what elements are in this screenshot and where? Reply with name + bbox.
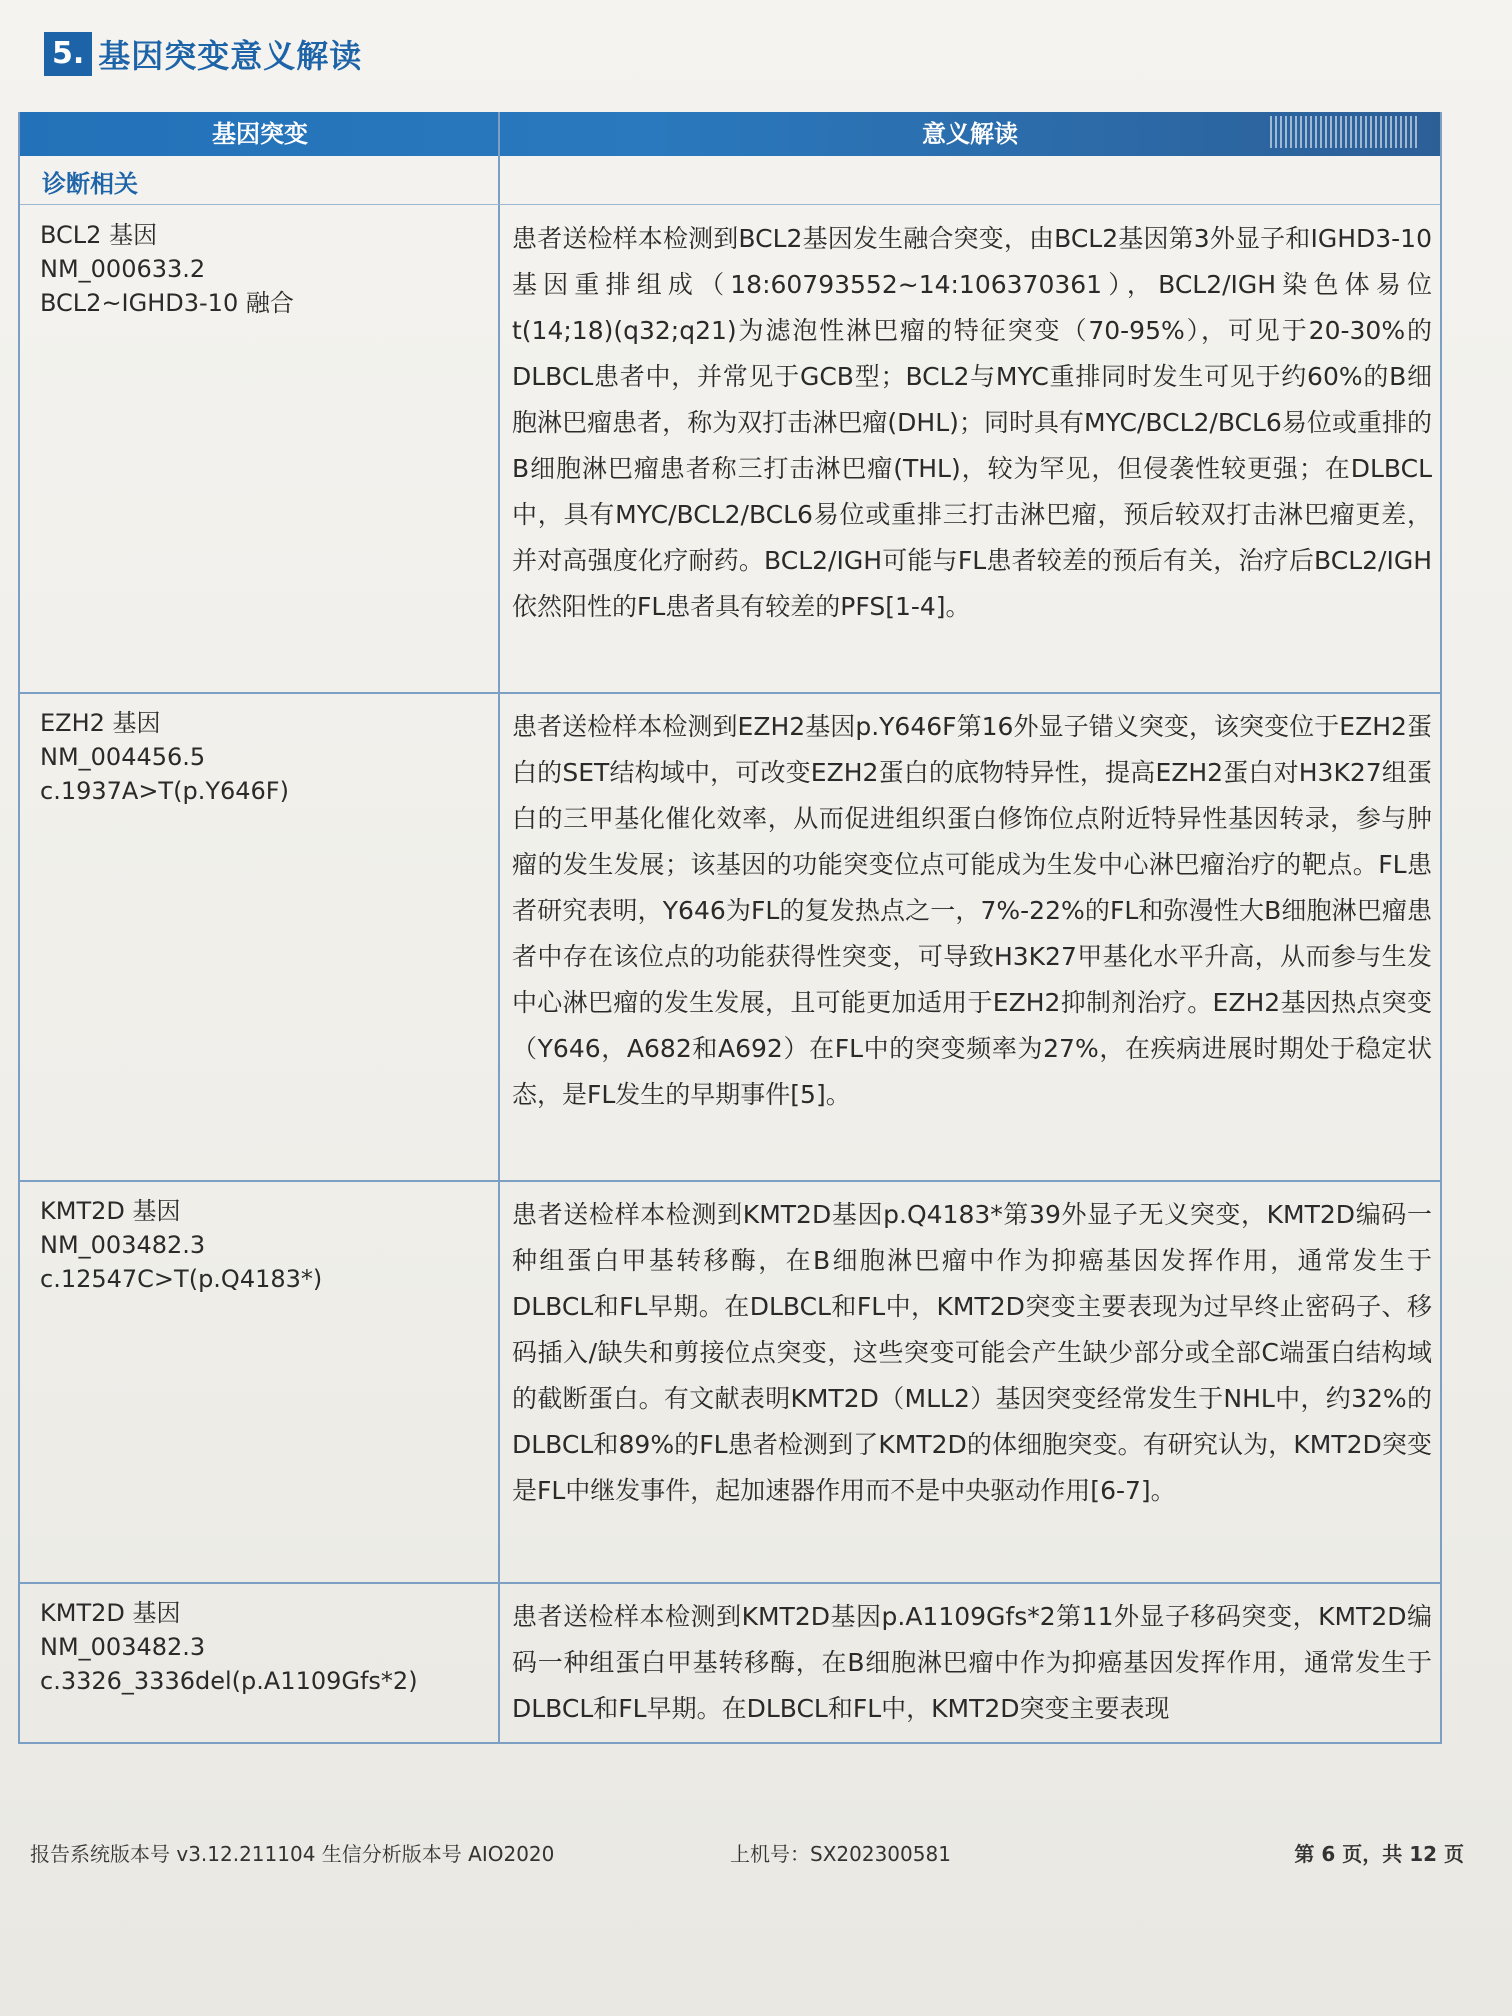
table-row	[20, 1180, 1440, 1584]
gene-transcript: NM_000633.2	[40, 255, 206, 283]
gene-name: KMT2D 基因	[40, 1599, 181, 1627]
gene-cell	[40, 218, 480, 320]
gene-cell	[40, 1194, 480, 1296]
section-heading	[44, 30, 362, 78]
category-row	[20, 156, 1440, 205]
gene-cell	[40, 1596, 480, 1698]
table-row	[20, 1582, 1440, 1742]
header-gene: 基因突变	[212, 120, 308, 148]
gene-transcript: NM_003482.3	[40, 1633, 206, 1661]
table-header	[20, 112, 1440, 156]
meaning-cell: 患者送检样本检测到KMT2D基因p.A1109Gfs*2第11外显子移码突变，KMT2D编码一种组蛋白甲基转移酶，在B细胞淋巴瘤中作为抑癌基因发挥作用，通常发生于DLBCL和FL早期。在DLBCL和FL中，KMT2D突变主要表现	[512, 1602, 1432, 1723]
table-row	[20, 204, 1440, 694]
gene-transcript: NM_004456.5	[40, 743, 206, 771]
gene-name: EZH2 基因	[40, 709, 161, 737]
meaning-cell: 患者送检样本检测到BCL2基因发生融合突变，由BCL2基因第3外显子和IGHD3-10基因重排组成（18:60793552~14:106370361），BCL2/IGH染色体易位t(14;18)(q32;q21)为滤泡性淋巴瘤的特征突变（70-95%），可见于20-30%的DLBCL患者中，并常见于GCB型；BCL2与MYC重排同时发生可见于约60%的B细胞淋巴瘤患者，称为双打击淋巴瘤(DHL)；同时具有MYC/BCL2/BCL6易位或重排的B细胞淋巴瘤患者称三打击淋巴瘤(THL)，较为罕见，但侵袭性较更强；在DLBCL中，具有MYC/BCL2/BCL6易位或重排三打击淋巴瘤，预后较双打击淋巴瘤更差，并对高强度化疗耐药。BCL2/IGH可能与FL患者较差的预后有关，治疗后BCL2/IGH依然阳性的FL患者具有较差的PFS[1-4]。	[512, 224, 1432, 621]
table-row	[20, 692, 1440, 1182]
category-label: 诊断相关	[42, 170, 138, 198]
gene-transcript: NM_003482.3	[40, 1231, 206, 1259]
gene-name: KMT2D 基因	[40, 1197, 181, 1225]
header-meaning: 意义解读	[922, 120, 1018, 148]
section-number: 5.	[44, 32, 92, 76]
gene-variant: c.1937A>T(p.Y646F)	[40, 777, 289, 805]
gene-name: BCL2 基因	[40, 221, 158, 249]
footer-versions: 报告系统版本号 v3.12.211104 生信分析版本号 AIO2020	[30, 1842, 555, 1866]
meaning-cell: 患者送检样本检测到KMT2D基因p.Q4183*第39外显子无义突变，KMT2D编码一种组蛋白甲基转移酶，在B细胞淋巴瘤中作为抑癌基因发挥作用，通常发生于DLBCL和FL早期。在DLBCL和FL中，KMT2D突变主要表现为过早终止密码子、移码插入/缺失和剪接位点突变，这些突变可能会产生缺少部分或全部C端蛋白结构域的截断蛋白。有文献表明KMT2D（MLL2）基因突变经常发生于NHL中，约32%的DLBCL和89%的FL患者检测到了KMT2D的体细胞突变。有研究认为，KMT2D突变是FL中继发事件，起加速器作用而不是中央驱动作用[6-7]。	[512, 1200, 1432, 1505]
header-decoration	[1270, 116, 1420, 148]
footer-page-number: 第 6 页，共 12 页	[1294, 1842, 1464, 1866]
gene-cell	[40, 706, 480, 808]
mutation-table	[18, 112, 1442, 1744]
meaning-cell: 患者送检样本检测到EZH2基因p.Y646F第16外显子错义突变，该突变位于EZH2蛋白的SET结构域中，可改变EZH2蛋白的底物特异性，提高EZH2蛋白对H3K27组蛋白的三甲基化催化效率，从而促进组织蛋白修饰位点附近特异性基因转录，参与肿瘤的发生发展；该基因的功能突变位点可能成为生发中心淋巴瘤治疗的靶点。FL患者研究表明，Y646为FL的复发热点之一，7%-22%的FL和弥漫性大B细胞淋巴瘤患者中存在该位点的功能获得性突变，可导致H3K27甲基化水平升高，从而参与生发中心淋巴瘤的发生发展，且可能更加适用于EZH2抑制剂治疗。EZH2基因热点突变（Y646，A682和A692）在FL中的突变频率为27%，在疾病进展时期处于稳定状态，是FL发生的早期事件[5]。	[512, 712, 1432, 1109]
gene-variant: c.12547C>T(p.Q4183*)	[40, 1265, 323, 1293]
section-title: 基因突变意义解读	[98, 37, 363, 75]
gene-variant: c.3326_3336del(p.A1109Gfs*2)	[40, 1667, 418, 1695]
gene-variant: BCL2~IGHD3-10 融合	[40, 289, 294, 317]
footer-machine-id: 上机号：SX202300581	[730, 1842, 951, 1866]
